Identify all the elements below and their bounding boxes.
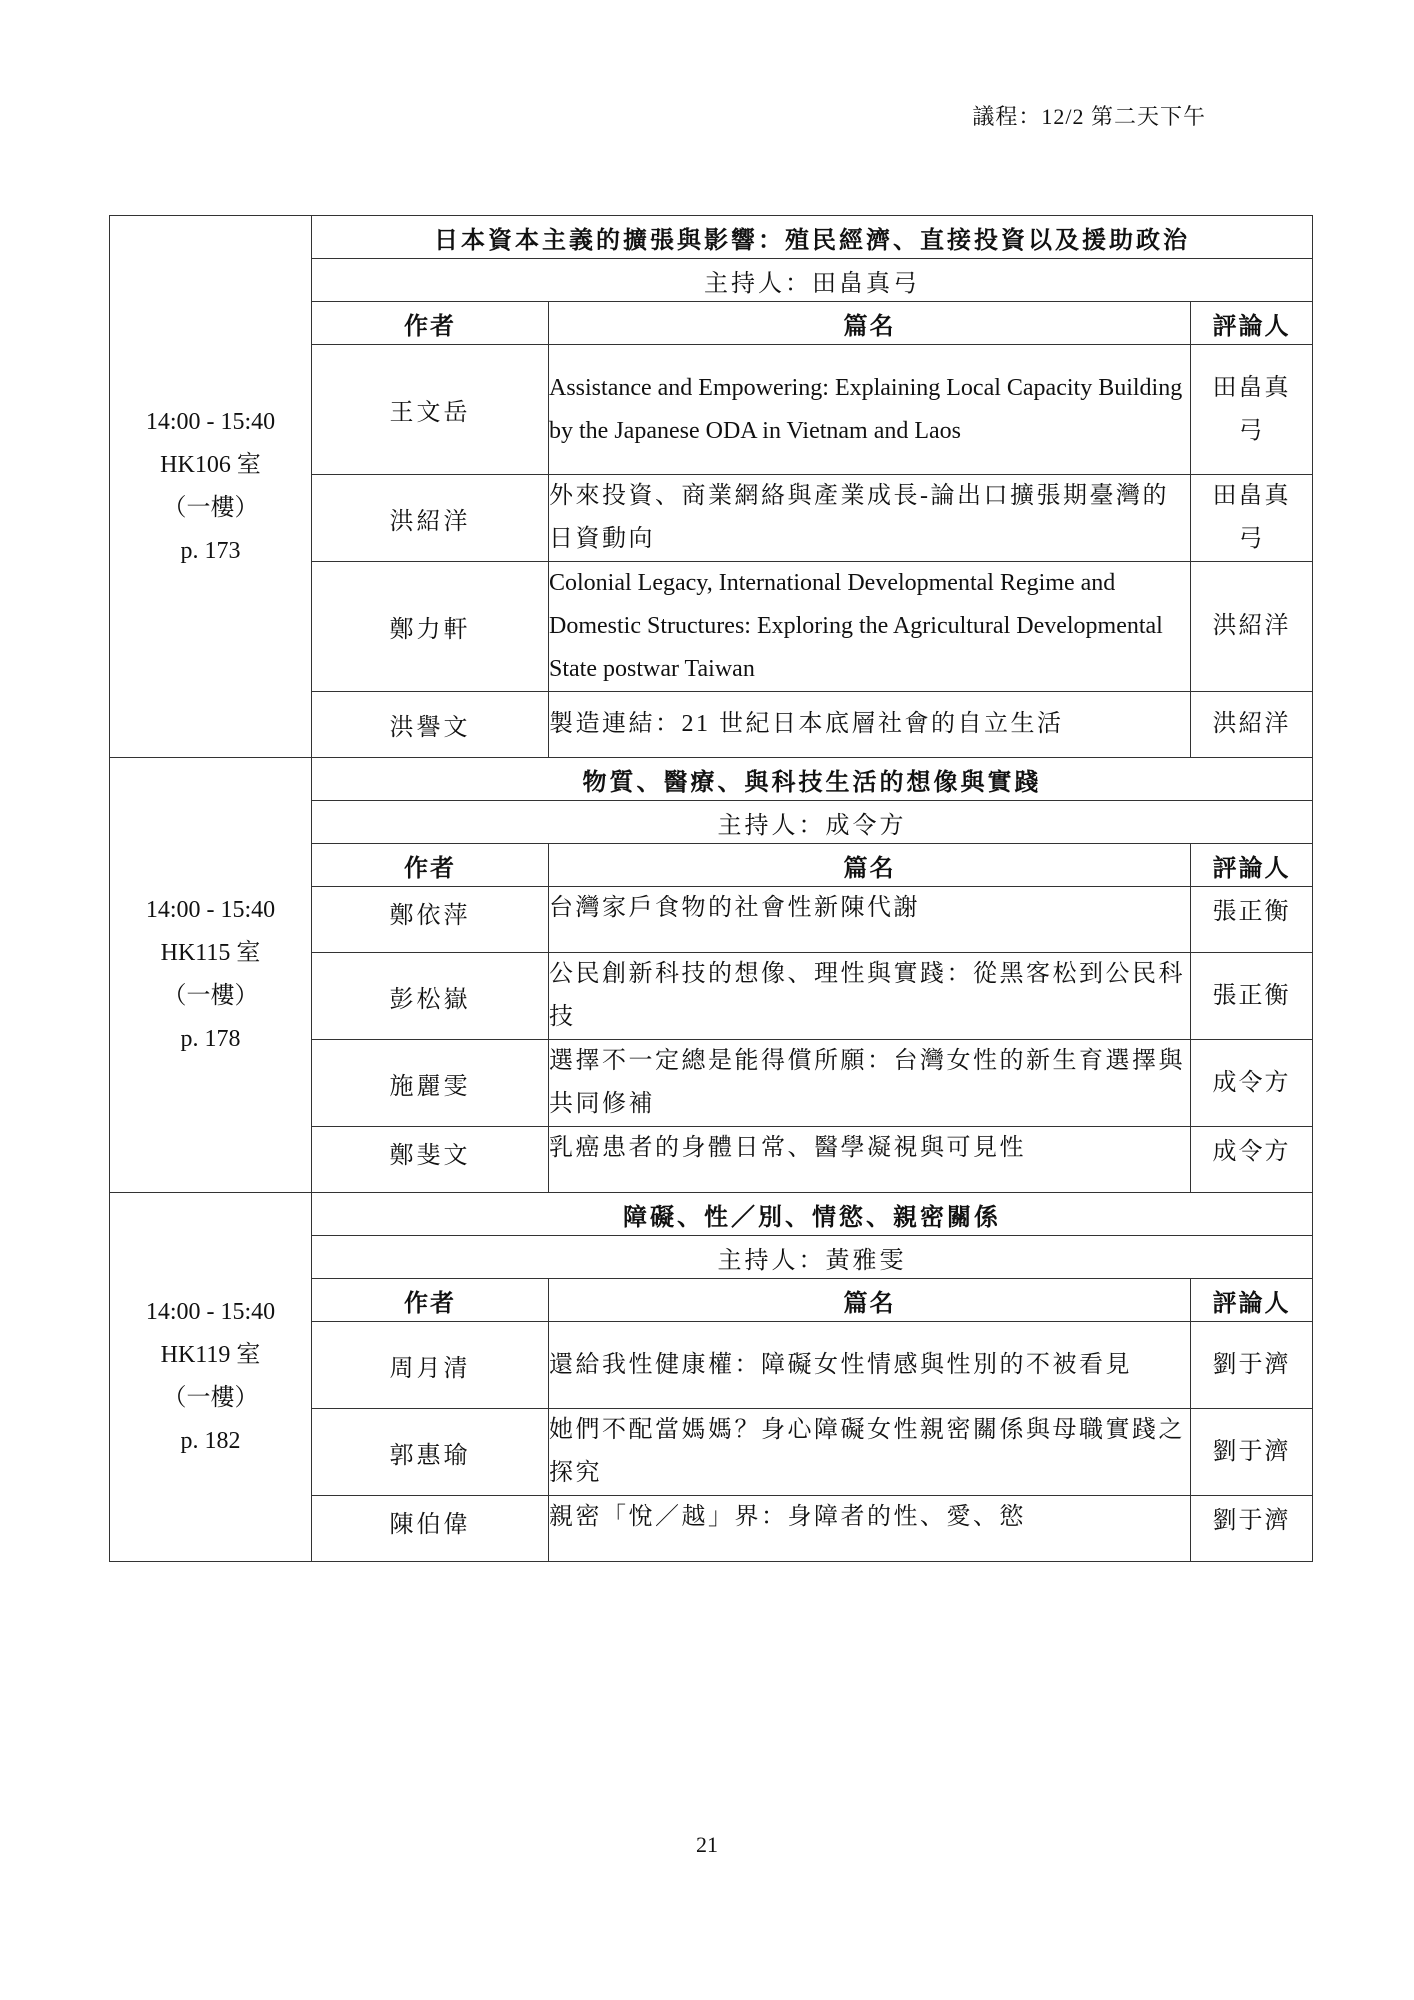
paper-author: 鄭力軒	[312, 562, 549, 692]
session-floor: （一樓）	[162, 1385, 259, 1411]
author-header: 作者	[312, 302, 549, 345]
session-time: 14:00 - 15:40	[145, 408, 276, 435]
paper-title: 外來投資、商業網絡與產業成長-論出口擴張期臺灣的日資動向	[549, 475, 1191, 562]
paper-discussant: 張正衡	[1191, 953, 1313, 1040]
session-chair: 主持人：成令方	[312, 801, 1313, 844]
discussant-header: 評論人	[1191, 302, 1313, 345]
paper-author: 周月清	[312, 1322, 549, 1409]
session-page: p. 178	[180, 1026, 241, 1052]
session-title-row	[110, 216, 1313, 259]
paper-title: 親密「悅／越」界：身障者的性、愛、慾	[549, 1496, 1191, 1562]
paper-discussant: 洪紹洋	[1191, 562, 1313, 692]
title-header: 篇名	[549, 844, 1191, 887]
page-header: 議程：12/2 第二天下午	[972, 104, 1206, 129]
session-info	[110, 758, 312, 1193]
title-header: 篇名	[549, 302, 1191, 345]
session-title-row	[110, 758, 1313, 801]
paper-author: 王文岳	[312, 345, 549, 475]
session-chair: 主持人：田畠真弓	[312, 259, 1313, 302]
paper-author: 洪紹洋	[312, 475, 549, 562]
session-page: p. 182	[180, 1428, 241, 1454]
paper-discussant: 張正衡	[1191, 887, 1313, 953]
paper-author: 施麗雯	[312, 1040, 549, 1127]
session-title: 物質、醫療、與科技生活的想像與實踐	[312, 758, 1313, 801]
paper-author: 鄭斐文	[312, 1127, 549, 1193]
paper-title: 她們不配當媽媽？身心障礙女性親密關係與母職實踐之探究	[549, 1409, 1191, 1496]
paper-author: 鄭依萍	[312, 887, 549, 953]
paper-discussant: 田畠真弓	[1191, 345, 1313, 475]
agenda-table	[109, 215, 1313, 1562]
session-room: HK119 室	[160, 1342, 261, 1368]
session-chair: 主持人：黃雅雯	[312, 1236, 1313, 1279]
session-title-row	[110, 1193, 1313, 1236]
paper-author: 彭松嶽	[312, 953, 549, 1040]
session-title: 日本資本主義的擴張與影響：殖民經濟、直接投資以及援助政治	[312, 216, 1313, 259]
paper-title: 製造連結：21 世紀日本底層社會的自立生活	[549, 692, 1191, 758]
session-floor: （一樓）	[162, 494, 259, 521]
discussant-header: 評論人	[1191, 1279, 1313, 1322]
session-room: HK106 室	[160, 451, 261, 478]
session-floor: （一樓）	[162, 983, 259, 1009]
paper-title: 選擇不一定總是能得償所願：台灣女性的新生育選擇與共同修補	[549, 1040, 1191, 1127]
session-info	[110, 216, 312, 758]
paper-discussant: 劉于濟	[1191, 1322, 1313, 1409]
paper-title: 乳癌患者的身體日常、醫學凝視與可見性	[549, 1127, 1191, 1193]
session-time: 14:00 - 15:40	[145, 1299, 276, 1325]
session-title: 障礙、性／別、情慾、親密關係	[312, 1193, 1313, 1236]
paper-discussant: 成令方	[1191, 1040, 1313, 1127]
paper-discussant: 劉于濟	[1191, 1496, 1313, 1562]
session-room: HK115 室	[160, 940, 261, 966]
paper-title: 還給我性健康權：障礙女性情感與性別的不被看見	[549, 1322, 1191, 1409]
session-info	[110, 1193, 312, 1562]
author-header: 作者	[312, 1279, 549, 1322]
title-header: 篇名	[549, 1279, 1191, 1322]
paper-discussant: 成令方	[1191, 1127, 1313, 1193]
page-number: 21	[696, 1832, 718, 1857]
paper-author: 郭惠瑜	[312, 1409, 549, 1496]
paper-discussant: 洪紹洋	[1191, 692, 1313, 758]
discussant-header: 評論人	[1191, 844, 1313, 887]
paper-title: Colonial Legacy, International Developmental Regime and Domestic Structures: Exploring the Agricultural Developmental State postwar Taiwan	[549, 562, 1191, 692]
session-time: 14:00 - 15:40	[145, 897, 276, 923]
paper-author: 洪譽文	[312, 692, 549, 758]
paper-title: 公民創新科技的想像、理性與實踐：從黑客松到公民科技	[549, 953, 1191, 1040]
author-header: 作者	[312, 844, 549, 887]
paper-discussant: 田畠真弓	[1191, 475, 1313, 562]
session-page: p. 173	[180, 537, 241, 564]
paper-title: 台灣家戶食物的社會性新陳代謝	[549, 887, 1191, 953]
paper-discussant: 劉于濟	[1191, 1409, 1313, 1496]
paper-title: Assistance and Empowering: Explaining Local Capacity Building by the Japanese ODA in Vietnam and Laos	[549, 345, 1191, 475]
paper-author: 陳伯偉	[312, 1496, 549, 1562]
